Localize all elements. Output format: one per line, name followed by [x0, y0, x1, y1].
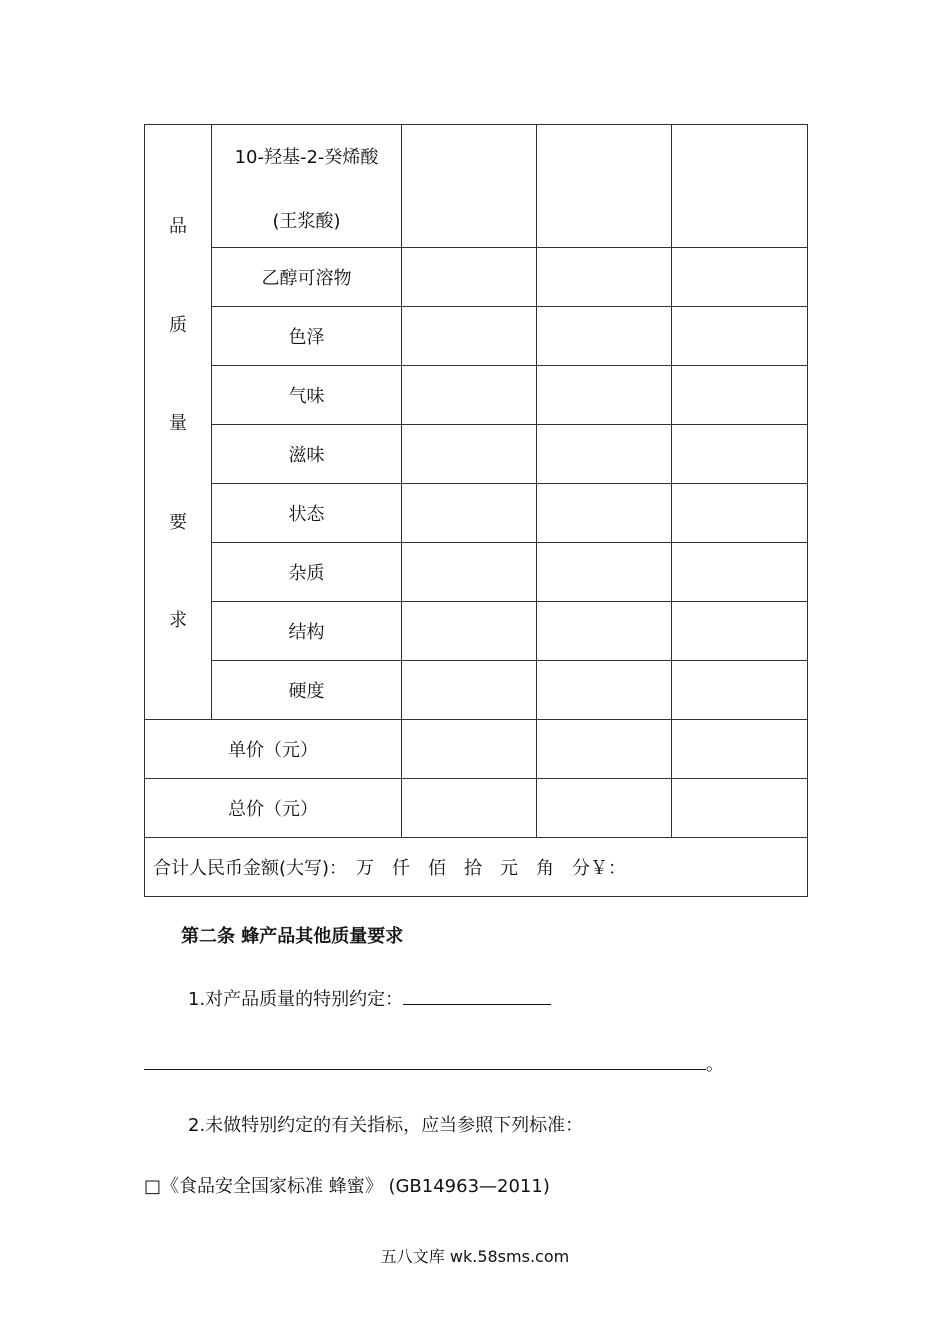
value-cell[interactable]: [672, 307, 808, 366]
value-cell[interactable]: [402, 661, 537, 720]
unit-price-label: 单价（元）: [145, 720, 402, 779]
value-cell[interactable]: [672, 543, 808, 602]
table-row: [145, 661, 808, 720]
value-cell[interactable]: [537, 602, 672, 661]
continuation-line: [144, 1050, 724, 1076]
item1-blank-field[interactable]: [403, 986, 551, 1005]
total-price-label: 总价（元）: [145, 779, 402, 838]
value-cell[interactable]: [537, 307, 672, 366]
table-row: [145, 425, 808, 484]
value-cell[interactable]: [537, 125, 672, 248]
quality-spec-table: [144, 124, 808, 897]
item-cell: [212, 125, 402, 248]
category-char: 求: [169, 610, 187, 631]
value-cell[interactable]: [672, 602, 808, 661]
item1-paragraph: [188, 985, 551, 1011]
value-cell[interactable]: [672, 248, 808, 307]
table-row: [145, 838, 808, 897]
value-cell[interactable]: [402, 720, 537, 779]
category-char: 品: [169, 216, 187, 237]
value-cell[interactable]: [672, 125, 808, 248]
value-cell[interactable]: [402, 366, 537, 425]
standard-checkbox-line[interactable]: □《食品安全国家标准 蜂蜜》 (GB14963—2011): [144, 1176, 550, 1197]
value-cell[interactable]: [402, 125, 537, 248]
item-label: 结构: [212, 602, 402, 661]
value-cell[interactable]: [537, 484, 672, 543]
value-cell[interactable]: [672, 425, 808, 484]
line-end: 。: [706, 1054, 724, 1075]
table-row: [145, 366, 808, 425]
value-cell[interactable]: [537, 425, 672, 484]
value-cell[interactable]: [537, 661, 672, 720]
item-label: 气味: [212, 366, 402, 425]
table-row: [145, 248, 808, 307]
item-label: 状态: [212, 484, 402, 543]
value-cell[interactable]: [672, 720, 808, 779]
value-cell[interactable]: [402, 425, 537, 484]
table-row: [145, 602, 808, 661]
value-cell[interactable]: [402, 602, 537, 661]
table-row: [145, 779, 808, 838]
table-row: [145, 543, 808, 602]
item1-label: 1.对产品质量的特别约定：: [188, 989, 404, 1010]
value-cell[interactable]: [672, 366, 808, 425]
item-label: 乙醇可溶物: [212, 248, 402, 307]
item-label: 硬度: [212, 661, 402, 720]
value-cell[interactable]: [537, 366, 672, 425]
value-cell[interactable]: [537, 248, 672, 307]
item-label: 色泽: [212, 307, 402, 366]
value-cell[interactable]: [402, 484, 537, 543]
value-cell[interactable]: [672, 779, 808, 838]
item-label-sub: (王浆酸): [272, 211, 341, 232]
category-cell: [145, 125, 212, 720]
category-char: 量: [169, 413, 187, 434]
value-cell[interactable]: [402, 307, 537, 366]
value-cell[interactable]: [402, 779, 537, 838]
value-cell[interactable]: [672, 661, 808, 720]
item2-paragraph: 2.未做特别约定的有关指标，应当参照下列标准：: [188, 1115, 584, 1136]
item-label: 滋味: [212, 425, 402, 484]
table-row: [145, 720, 808, 779]
value-cell[interactable]: [402, 543, 537, 602]
value-cell[interactable]: [537, 720, 672, 779]
grand-total-label: 合计人民币金额(大写)： 万 仟 佰 拾 元 角 分￥：: [145, 838, 808, 897]
continuation-blank-field[interactable]: [144, 1051, 706, 1070]
category-char: 要: [169, 511, 187, 533]
table-row: [145, 125, 808, 248]
item-label: 杂质: [212, 543, 402, 602]
section-heading: 第二条 蜂产品其他质量要求: [181, 926, 404, 947]
category-char: 质: [169, 314, 187, 336]
table-row: [145, 307, 808, 366]
value-cell[interactable]: [672, 484, 808, 543]
value-cell[interactable]: [402, 248, 537, 307]
value-cell[interactable]: [537, 543, 672, 602]
footer-watermark: 五八文库 wk.58sms.com: [380, 1247, 570, 1266]
value-cell[interactable]: [537, 779, 672, 838]
table-row: [145, 484, 808, 543]
item-label: 10-羟基-2-癸烯酸: [234, 147, 379, 168]
